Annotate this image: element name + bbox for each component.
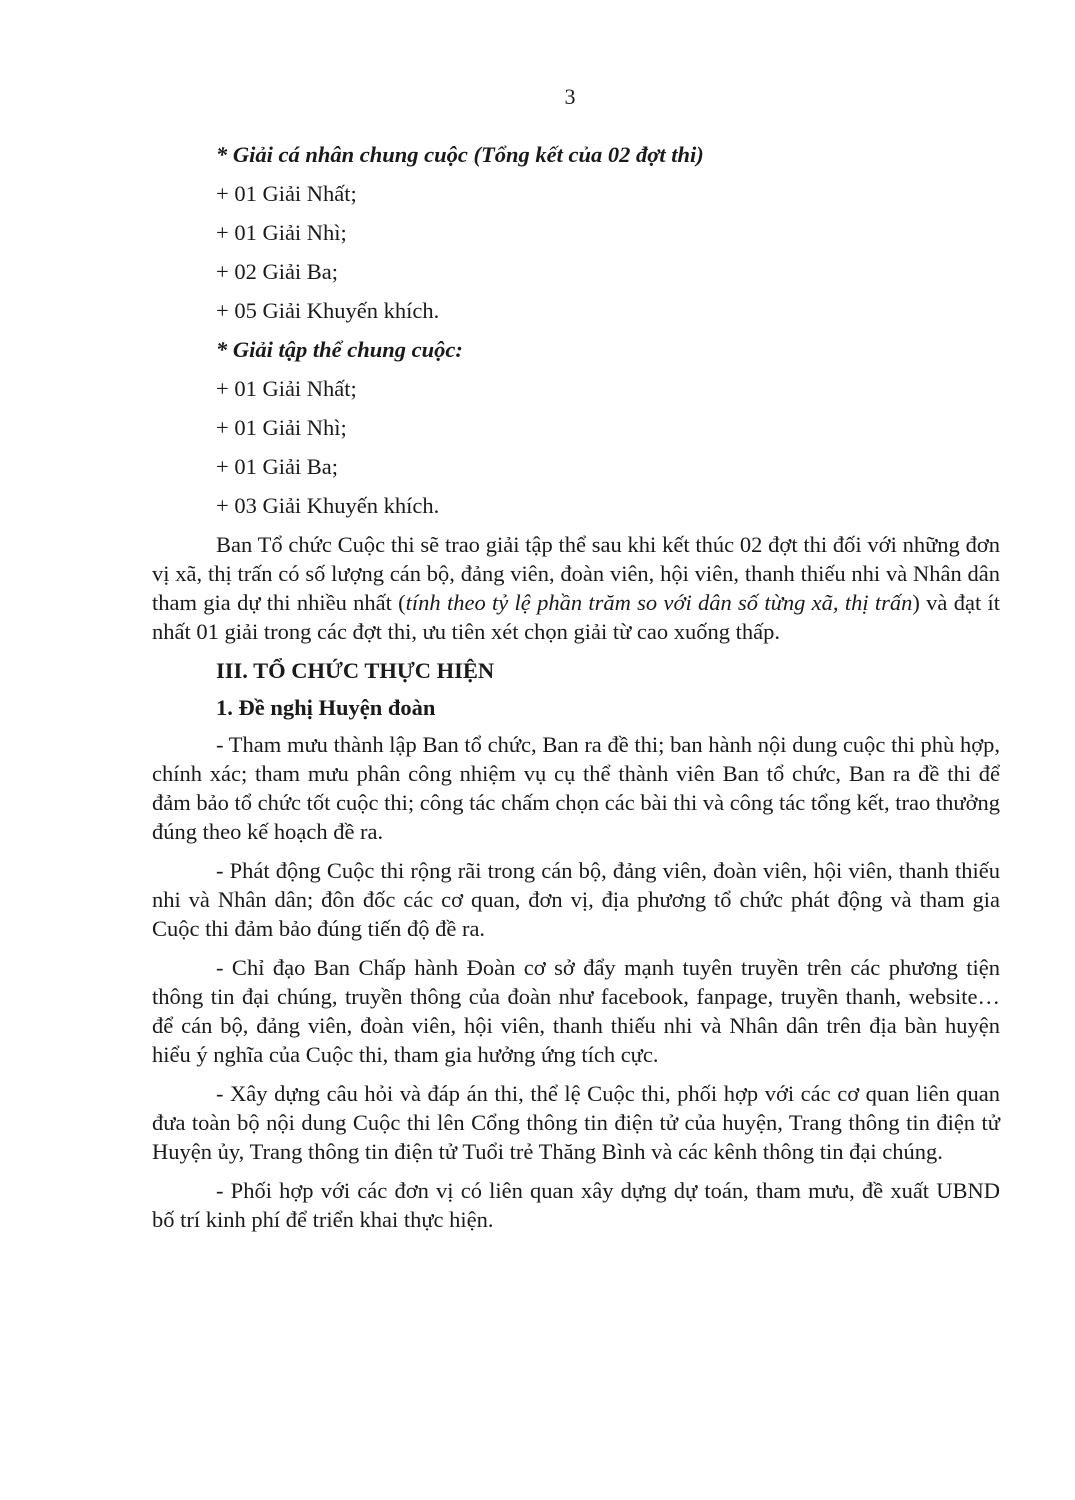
task-paragraph: - Tham mưu thành lập Ban tổ chức, Ban ra đề thi; ban hành nội dung cuộc thi phù hợp, chính xác; tham mưu phân công nhiệm vụ cụ thể thành viên Ban tổ chức, Ban ra đề thi để đảm bảo tổ chức tốt cuộc thi; công tác chấm chọn các bài thi và công tác tổng kết, trao thưởng đúng theo kế hoạch đề ra. — [152, 732, 1000, 844]
list-item: + 03 Giải Khuyến khích. — [216, 493, 440, 518]
task-paragraph: - Chỉ đạo Ban Chấp hành Đoàn cơ sở đẩy mạnh tuyên truyền trên các phương tiện thông tin đại chúng, truyền thông của đoàn như facebook, fanpage, truyền thanh, website… để cán bộ, đảng viên, đoàn viên, hội viên, thanh thiếu nhi và Nhân dân trên địa bàn huyện hiểu ý nghĩa của Cuộc thi, tham gia hưởng ứng tích cực. — [152, 955, 1000, 1067]
individual-prizes-list — [216, 179, 1000, 325]
award-paragraph — [152, 530, 1000, 646]
sub-heading: 1. Đề nghị Huyện đoàn — [216, 695, 436, 720]
section-heading: III. TỔ CHỨC THỰC HIỆN — [216, 658, 495, 683]
award-paragraph-italic: tính theo tỷ lệ phần trăm so với dân số từng xã, thị trấn — [405, 590, 913, 615]
task-paragraph: - Phát động Cuộc thi rộng rãi trong cán bộ, đảng viên, đoàn viên, hội viên, thanh thiếu nhi và Nhân dân; đôn đốc các cơ quan, đơn vị, địa phương tổ chức phát động và tham gia Cuộc thi đảm bảo đúng tiến độ đề ra. — [152, 858, 1000, 941]
list-item: + 01 Giải Nhì; — [216, 220, 347, 245]
list-item: + 01 Giải Nhất; — [216, 181, 357, 206]
list-item: + 05 Giải Khuyến khích. — [216, 298, 440, 323]
award-paragraph-text-end: ) và đạt ít nhất 01 giải trong các đợt thi, ưu tiên xét chọn giải từ cao xuống thấp. — [152, 590, 1000, 644]
individual-prizes-heading: * Giải cá nhân chung cuộc (Tổng kết của 02 đợt thi) — [216, 142, 704, 167]
task-paragraph: - Phối hợp với các đơn vị có liên quan xây dựng dự toán, tham mưu, đề xuất UBND bố trí kinh phí để triển khai thực hiện. — [152, 1178, 1000, 1232]
award-paragraph-text: Ban Tổ chức Cuộc thi sẽ trao giải tập thể sau khi kết thúc 02 đợt thi đối với những đơn vị xã, thị trấn có số lượng cán bộ, đảng viên, đoàn viên, hội viên, thanh thiếu nhi và Nhân dân tham gia dự thi nhiều nhất ( — [152, 532, 1000, 615]
task-paragraph: - Xây dựng câu hỏi và đáp án thi, thể lệ Cuộc thi, phối hợp với các cơ quan liên quan đưa toàn bộ nội dung Cuộc thi lên Cổng thông tin điện tử của huyện, Trang thông tin điện tử Huyện ủy, Trang thông tin điện tử Tuổi trẻ Thăng Bình và các kênh thông tin đại chúng. — [152, 1081, 1000, 1164]
page-number: 3 — [564, 84, 576, 109]
document-body — [152, 140, 1000, 1244]
list-item: + 01 Giải Nhì; — [216, 415, 347, 440]
collective-prizes-heading: * Giải tập thể chung cuộc: — [216, 337, 463, 362]
list-item: + 02 Giải Ba; — [216, 259, 339, 284]
list-item: + 01 Giải Nhất; — [216, 376, 357, 401]
list-item: + 01 Giải Ba; — [216, 454, 339, 479]
collective-prizes-list — [216, 374, 1000, 520]
